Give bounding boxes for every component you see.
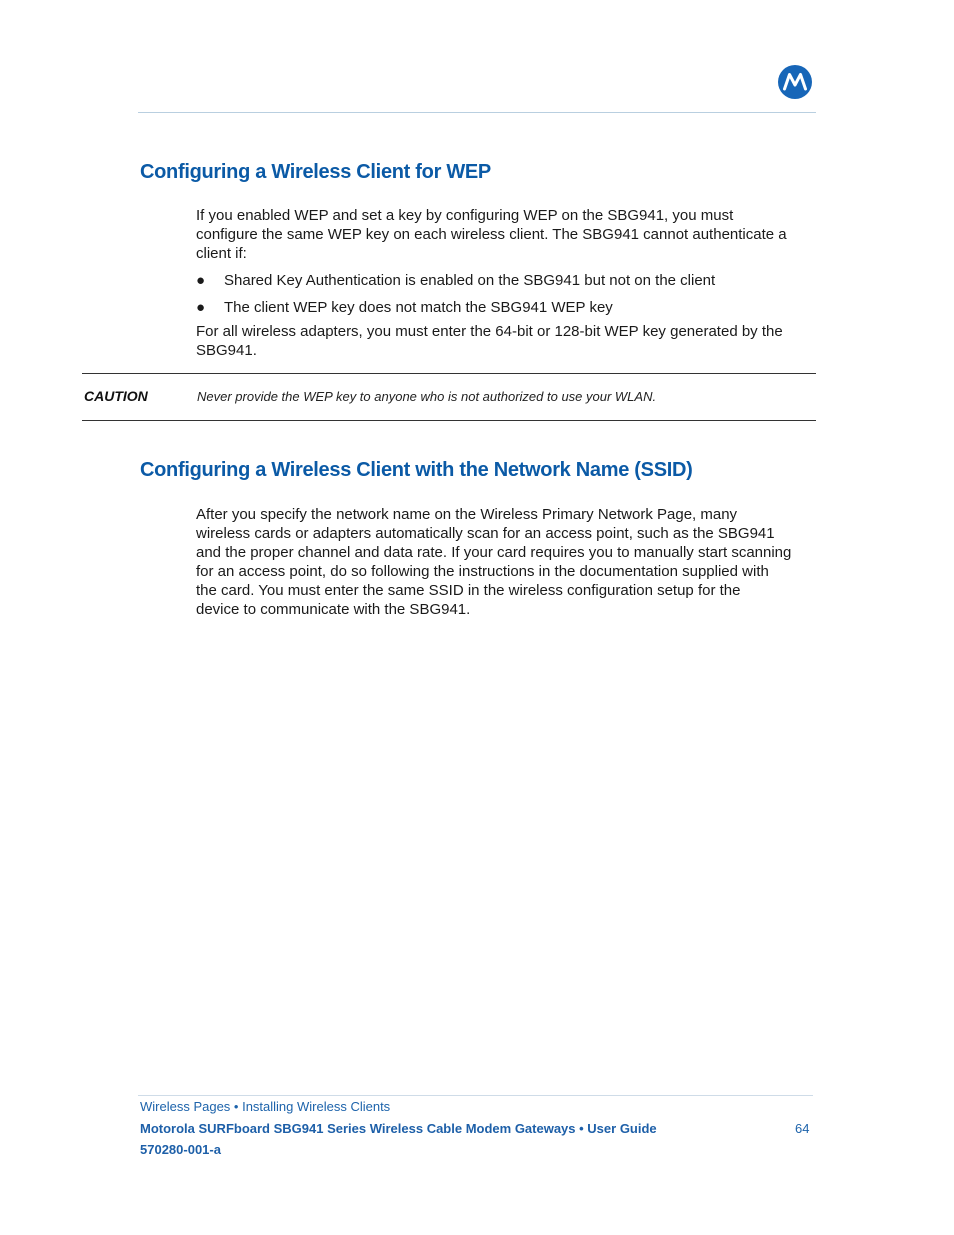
wep-intro-paragraph: If you enabled WEP and set a key by configuring WEP on the SBG941, you must configure the same WEP key on each wireless client. The SBG941 cannot authenticate a client if: [196, 207, 787, 262]
footer-document-number: 570280-001-a [140, 1142, 221, 1157]
section-heading-wep: Configuring a Wireless Client for WEP [140, 161, 491, 183]
caution-top-rule [82, 373, 816, 374]
ssid-paragraph: After you specify the network name on the Wireless Primary Network Page, many wireless cards or adapters automatically scan for an access point, such as the SBG941 and the proper channel and data rate. If your card requires you to manually start scanning for an access point, do so following the instructions in the documentation supplied with the card. You must enter the same SSID in the wireless configuration setup for the device to communicate with the SBG941. [196, 506, 792, 618]
footer-rule [138, 1095, 813, 1096]
section-heading-ssid: Configuring a Wireless Client with the Network Name (SSID) [140, 459, 693, 481]
bullet-icon: ● [196, 299, 206, 316]
page-number: 64 [795, 1121, 810, 1136]
footer-section-path: Wireless Pages • Installing Wireless Clients [140, 1099, 391, 1114]
footer-document-title: Motorola SURFboard SBG941 Series Wireless Cable Modem Gateways • User Guide [140, 1121, 657, 1136]
wep-outro-paragraph: For all wireless adapters, you must enter the 64-bit or 128-bit WEP key generated by the SBG941. [196, 323, 783, 359]
caution-label: CAUTION [84, 388, 148, 404]
caution-bottom-rule [82, 420, 816, 421]
caution-text: Never provide the WEP key to anyone who is not authorized to use your WLAN. [197, 389, 657, 404]
motorola-logo-icon [778, 65, 812, 99]
header-rule [138, 112, 816, 113]
bullet-icon: ● [196, 272, 206, 289]
